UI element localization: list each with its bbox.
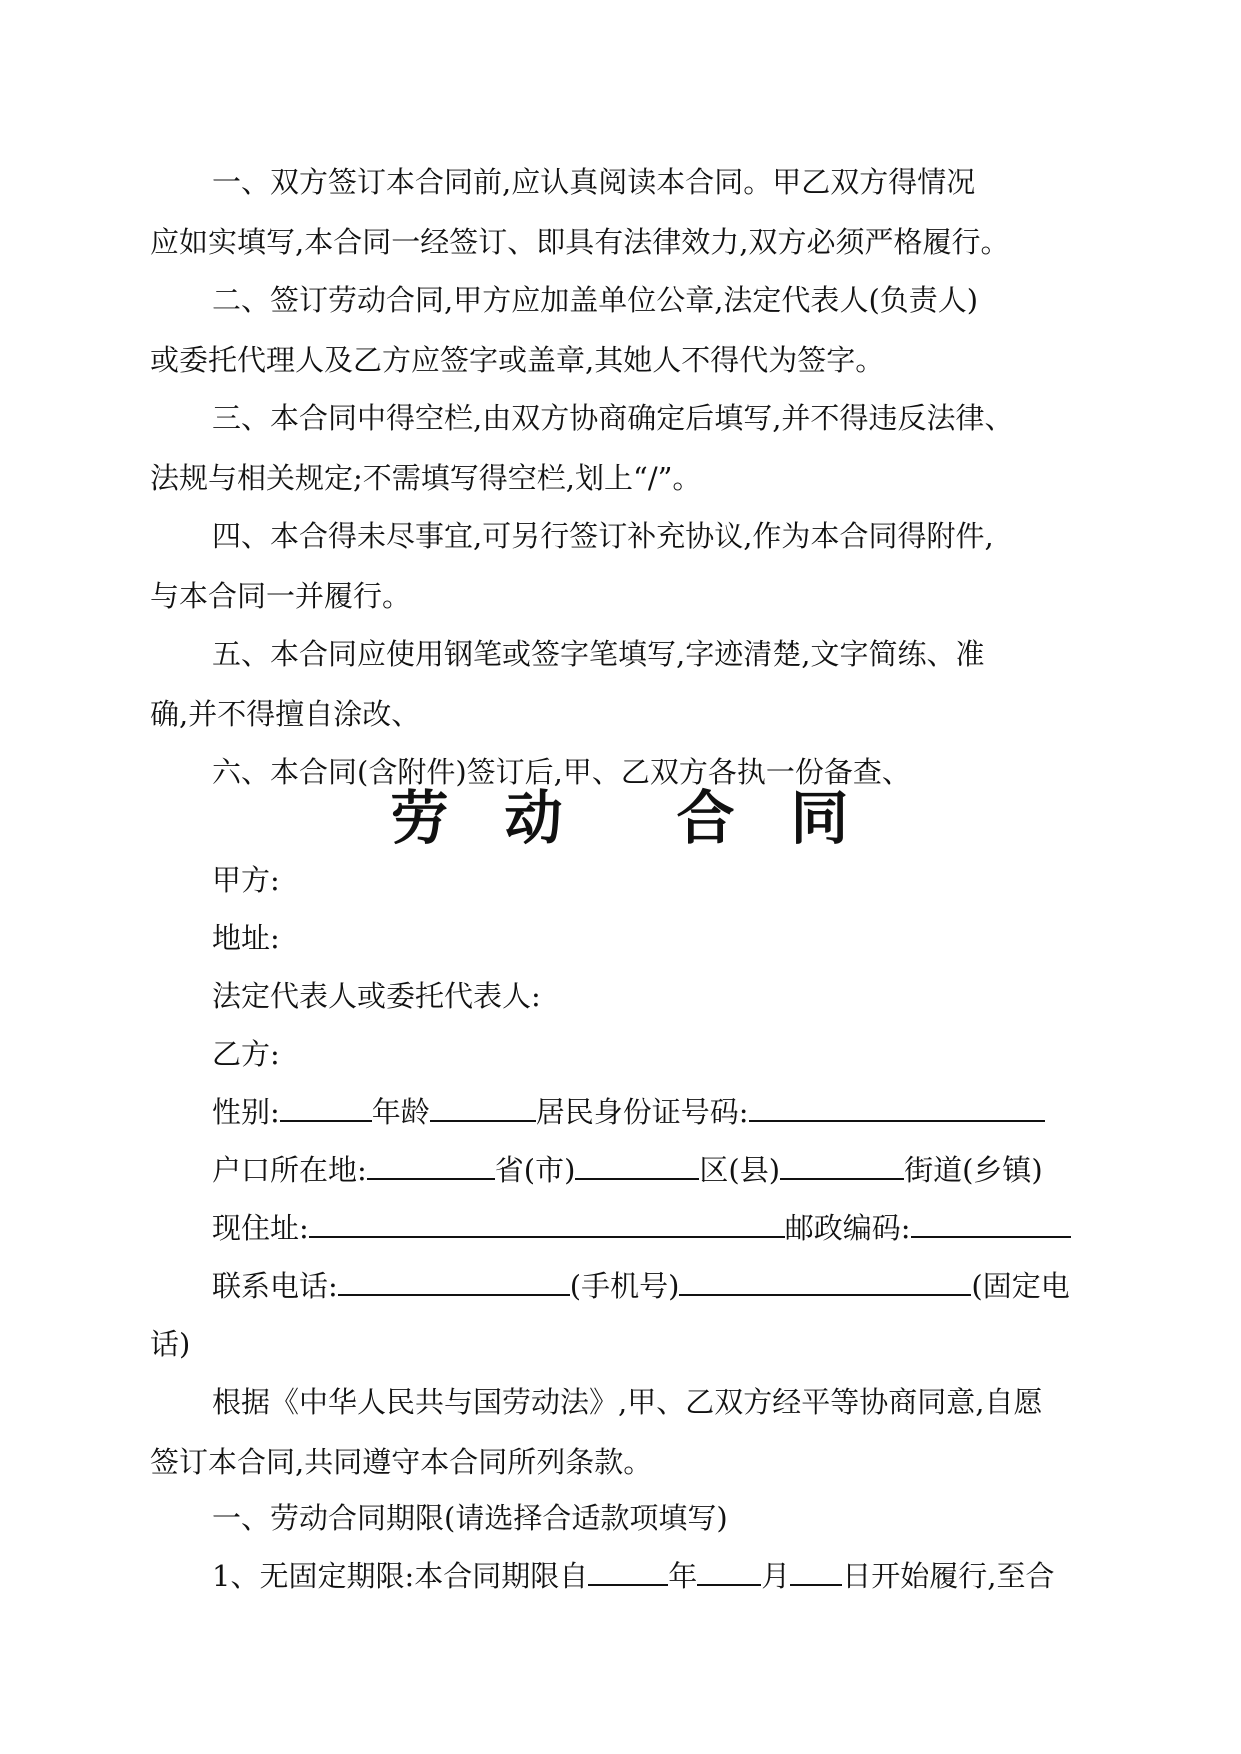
year-label: 年	[668, 1559, 698, 1593]
landline-blank[interactable]	[679, 1266, 971, 1296]
instruction-1-line-1: 一、双方签订本合同前,应认真阅读本合同。甲乙双方得情况	[212, 165, 976, 199]
day-suffix: 日开始履行,至合	[842, 1559, 1055, 1593]
district-blank[interactable]	[780, 1150, 904, 1180]
district-label: 区(县)	[699, 1153, 781, 1187]
title-char-1: 劳	[390, 784, 451, 852]
preamble-line-2: 签订本合同,共同遵守本合同所列条款。	[150, 1445, 653, 1479]
id-number-blank[interactable]	[749, 1092, 1045, 1122]
instruction-4-line-1: 四、本合得未尽事宜,可另行签订补充协议,作为本合同得附件,	[212, 519, 994, 553]
hukou-blank[interactable]	[367, 1150, 495, 1180]
province-blank[interactable]	[575, 1150, 699, 1180]
landline-label-1: (固定电	[971, 1269, 1070, 1303]
instruction-5-line-2: 确,并不得擅自涂改、	[150, 697, 421, 731]
section-1-heading: 一、劳动合同期限(请选择合适款项填写)	[212, 1501, 728, 1535]
preamble	[150, 1372, 1092, 1492]
street-label: 街道(乡镇)	[904, 1153, 1043, 1187]
party-a-address-label: 地址:	[212, 921, 280, 955]
instruction-3-line-1: 三、本合同中得空栏,由双方协商确定后填写,并不得违反法律、	[212, 401, 1014, 435]
mobile-label: (手机号)	[569, 1269, 680, 1303]
gender-blank[interactable]	[280, 1092, 372, 1122]
instruction-2-line-1: 二、签订劳动合同,甲方应加盖单位公章,法定代表人(负责人)	[212, 283, 979, 317]
title-char-3: 合	[676, 784, 737, 852]
current-address-blank[interactable]	[309, 1208, 785, 1238]
preamble-line-1: 根据《中华人民共与国劳动法》,甲、乙双方经平等协商同意,自愿	[212, 1385, 1043, 1419]
instruction-5-line-1: 五、本合同应使用钢笔或签字笔填写,字迹清楚,文字简练、准	[212, 637, 985, 671]
instruction-1-line-2: 应如实填写,本合同一经签订、即具有法律效力,双方必须严格履行。	[150, 225, 1010, 259]
party-a-representative-label: 法定代表人或委托代表人:	[212, 979, 541, 1013]
age-blank[interactable]	[430, 1092, 536, 1122]
month-label: 月	[761, 1559, 791, 1593]
phone-label: 联系电话:	[212, 1269, 338, 1303]
instruction-3	[150, 388, 1092, 508]
party-b-address-row	[212, 1208, 1071, 1248]
document-title	[0, 780, 1241, 856]
instruction-2-line-2: 或委托代理人及乙方应签字或盖章,其她人不得代为签字。	[150, 343, 885, 377]
title-char-4: 同	[790, 784, 851, 852]
id-number-label: 居民身份证号码:	[535, 1095, 749, 1129]
section-1-item-1	[212, 1556, 1054, 1596]
start-month-blank[interactable]	[697, 1556, 761, 1586]
party-b-identity-row	[212, 1092, 1045, 1132]
instruction-4	[150, 506, 1092, 626]
province-label: 省(市)	[494, 1153, 576, 1187]
gender-label: 性别:	[212, 1095, 280, 1129]
instruction-2	[150, 270, 1092, 390]
party-a-label: 甲方:	[212, 863, 280, 897]
instruction-1	[150, 152, 1092, 272]
instruction-6-line-1: 六、本合同(含附件)签订后,甲、乙双方各执一份备查、	[212, 755, 911, 789]
start-day-blank[interactable]	[790, 1556, 842, 1586]
hukou-label: 户口所在地:	[212, 1153, 367, 1187]
start-year-blank[interactable]	[588, 1556, 668, 1586]
party-b-hukou-row	[212, 1150, 1043, 1190]
party-b-label: 乙方:	[212, 1037, 280, 1071]
mobile-blank[interactable]	[338, 1266, 570, 1296]
age-label: 年龄	[371, 1095, 430, 1129]
instruction-5	[150, 624, 1092, 744]
title-char-2: 动	[504, 784, 565, 852]
current-address-label: 现住址:	[212, 1211, 309, 1245]
postcode-label: 邮政编码:	[784, 1211, 911, 1245]
instruction-4-line-2: 与本合同一并履行。	[150, 579, 412, 613]
instruction-3-line-2: 法规与相关规定;不需填写得空栏,划上“/”。	[150, 461, 702, 495]
postcode-blank[interactable]	[911, 1208, 1071, 1238]
landline-label-2: 话)	[150, 1327, 191, 1361]
item-1-prefix: 1、无固定期限:本合同期限自	[212, 1559, 589, 1593]
party-b-phone-row	[212, 1266, 1070, 1306]
